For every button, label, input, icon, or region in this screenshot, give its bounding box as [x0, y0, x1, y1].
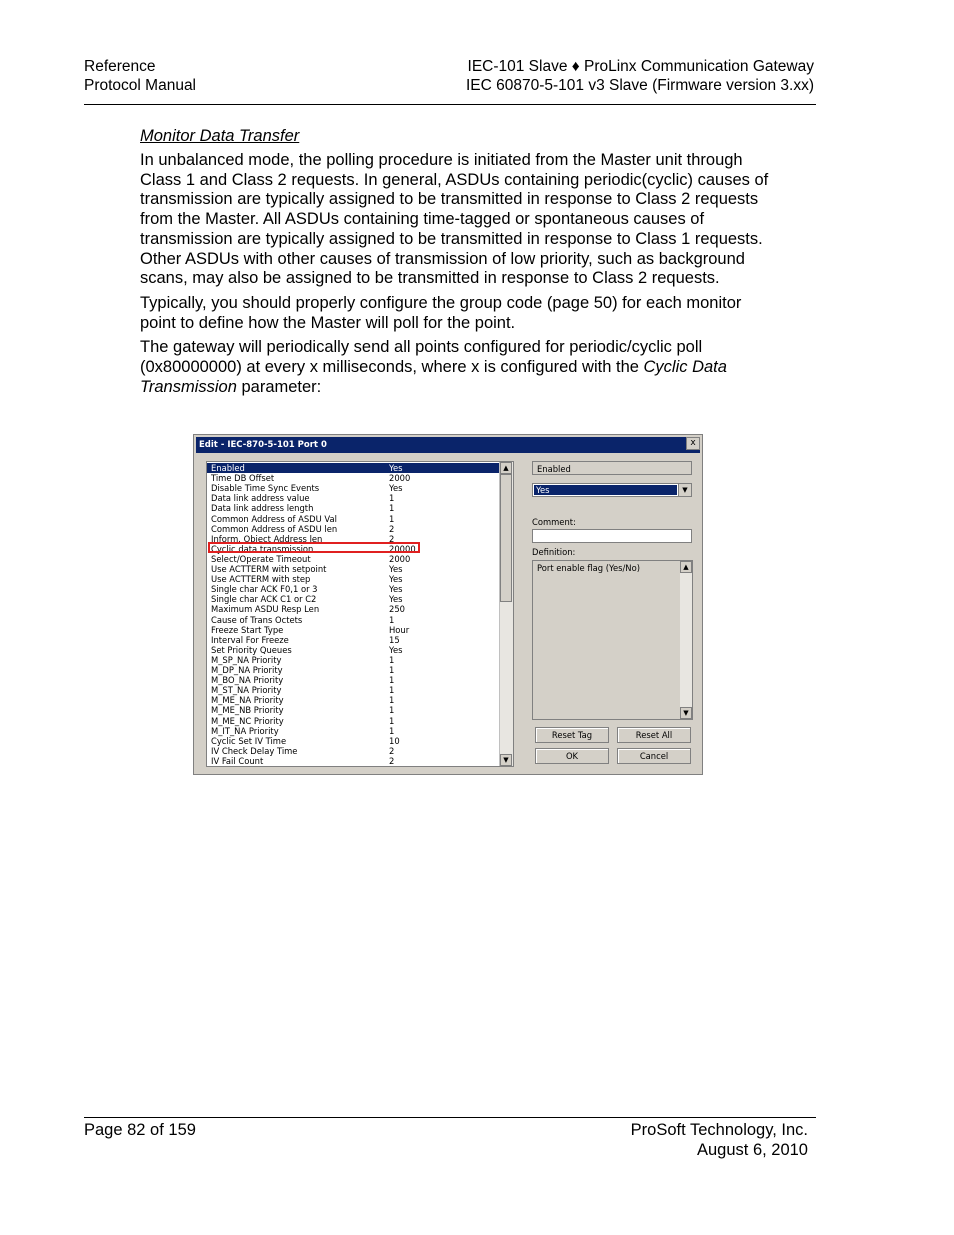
list-item[interactable] — [207, 574, 509, 584]
list-item-key: IV Fail Count — [211, 755, 264, 766]
paragraph-3-a: The gateway will periodically send all points configured for periodic/cyclic poll (0x80000000) at every x milliseconds, where x is configured with the — [140, 338, 703, 377]
list-item[interactable] — [207, 594, 509, 604]
list-item-key: Select/Operate Timeout — [211, 553, 311, 564]
close-button[interactable] — [686, 437, 700, 450]
list-item-value: 1 — [389, 705, 395, 716]
list-item[interactable] — [207, 463, 509, 473]
list-item-key: Use ACTTERM with step — [211, 574, 311, 585]
list-item-value: 1 — [389, 654, 395, 665]
list-item-value: Yes — [389, 574, 403, 585]
list-item-key: M_ST_NA Priority — [211, 685, 282, 696]
paragraph-3 — [140, 338, 780, 397]
list-item[interactable] — [207, 473, 509, 483]
list-scrollbar[interactable] — [499, 462, 513, 766]
list-item[interactable] — [207, 746, 509, 756]
header-product: IEC-101 Slave ♦ ProLinx Communication Gateway — [467, 58, 814, 75]
chevron-down-icon[interactable]: ▼ — [678, 484, 691, 496]
list-item-value: 2000 — [389, 553, 411, 564]
list-item-value: 250 — [389, 604, 405, 615]
footer-company: ProSoft Technology, Inc. — [630, 1121, 808, 1139]
header-firmware: IEC 60870-5-101 v3 Slave (Firmware version 3.xx) — [465, 77, 814, 94]
comment-label: Comment: — [532, 517, 576, 527]
list-item-value: 1 — [389, 715, 395, 726]
body-text — [140, 151, 780, 397]
list-item-key: Single char ACK C1 or C2 — [211, 594, 317, 605]
list-item-value: 20000 — [389, 543, 416, 554]
list-item-value: 15 — [389, 634, 400, 645]
cancel-button[interactable]: Cancel — [617, 748, 691, 764]
list-item-value: 1 — [389, 513, 395, 524]
list-item[interactable] — [207, 635, 509, 645]
list-item[interactable] — [207, 625, 509, 635]
scroll-thumb[interactable] — [500, 474, 512, 602]
list-item[interactable] — [207, 736, 509, 746]
list-item-value: 1 — [389, 665, 395, 675]
list-item[interactable] — [207, 726, 509, 736]
list-item[interactable] — [207, 675, 509, 685]
list-item-key: M_SP_NA Priority — [211, 654, 282, 665]
value-select-text: Yes — [534, 485, 677, 495]
list-item-value: 1 — [389, 725, 395, 736]
list-item-key: Common Address of ASDU len — [211, 523, 338, 534]
header-section: Reference — [84, 58, 156, 75]
highlight-box — [208, 542, 420, 553]
list-item[interactable] — [207, 584, 509, 594]
list-item-value: 1 — [389, 675, 395, 686]
list-item-value: 1 — [389, 503, 395, 514]
dialog-titlebar — [196, 437, 700, 453]
list-item-key: Interval For Freeze — [211, 634, 289, 645]
paragraph-2: Typically, you should properly configure the group code (page 50) for each monitor point to define how the Master will poll for the point. — [140, 293, 742, 332]
list-item[interactable] — [207, 524, 509, 534]
list-item-key: Disable Time Sync Events — [211, 483, 320, 494]
list-item-value: 1 — [389, 614, 395, 625]
list-item[interactable] — [207, 655, 509, 665]
list-item[interactable] — [207, 756, 509, 766]
section-title: Monitor Data Transfer — [140, 127, 300, 145]
scroll-down-icon[interactable]: ▼ — [500, 754, 512, 766]
list-item-key: M_IT_NA Priority — [211, 725, 279, 736]
ok-button[interactable]: OK — [535, 748, 609, 764]
list-item-key: M_ME_NA Priority — [211, 695, 284, 706]
footer-right — [631, 1120, 808, 1160]
list-item-value: 2 — [389, 755, 395, 766]
list-item[interactable] — [207, 695, 509, 705]
list-item-value: 1 — [389, 685, 395, 696]
header-rule — [84, 104, 816, 105]
list-item-value: Yes — [389, 644, 403, 655]
list-item[interactable] — [207, 503, 509, 513]
list-item[interactable] — [207, 483, 509, 493]
paragraph-3-b: parameter: — [236, 377, 322, 396]
list-item-key: Cause of Trans Octets — [211, 614, 303, 625]
list-item-value: Hour — [389, 624, 410, 635]
page-number: Page 82 of 159 — [84, 1121, 196, 1139]
list-item-value: Yes — [389, 564, 403, 574]
list-item-value: 2000 — [389, 473, 411, 484]
list-item[interactable] — [207, 554, 509, 564]
paragraph-3-emphasis: Cyclic Data Transmission — [140, 358, 727, 396]
list-item-value: 2 — [389, 533, 395, 544]
list-item-value: 2 — [389, 745, 395, 756]
list-item-value: Yes — [389, 483, 403, 494]
list-item-key: Data link address value — [211, 493, 310, 504]
list-item-key: IV Check Delay Time — [211, 745, 298, 756]
list-item-key: M_DP_NA Priority — [211, 665, 283, 675]
reset-all-button[interactable]: Reset All — [617, 727, 691, 743]
list-item-key: Maximum ASDU Resp Len — [211, 604, 320, 615]
definition-text: Port enable flag (Yes/No) — [537, 563, 640, 573]
footer-rule — [84, 1117, 816, 1118]
list-item-key: M_ME_NC Priority — [211, 715, 284, 726]
list-item[interactable] — [207, 705, 509, 715]
list-item-value: Yes — [389, 463, 403, 473]
list-item-key: Cyclic data transmission — [211, 543, 314, 554]
header-left — [84, 57, 196, 95]
dialog-title: Edit - IEC-870-5-101 Port 0 — [199, 440, 327, 450]
list-item-key: Data link address length — [211, 503, 314, 514]
list-item-value: Yes — [389, 584, 403, 595]
list-item-key: Freeze Start Type — [211, 624, 284, 635]
list-item[interactable] — [207, 645, 509, 655]
list-item[interactable] — [207, 564, 509, 574]
list-item-key: M_ME_NB Priority — [211, 705, 284, 716]
definition-box — [532, 560, 693, 720]
list-item[interactable] — [207, 665, 509, 675]
def-scroll-down-icon[interactable]: ▼ — [680, 707, 692, 719]
list-item-key: Enabled — [211, 463, 245, 473]
edit-dialog — [193, 434, 703, 775]
footer-date: August 6, 2010 — [696, 1141, 808, 1159]
list-item-value: 2 — [389, 523, 395, 534]
list-item-key: Single char ACK F0,1 or 3 — [211, 584, 318, 595]
list-item-key: Time DB Offset — [211, 473, 275, 484]
list-item-key: Common Address of ASDU Val — [211, 513, 337, 524]
list-item-value: 1 — [389, 493, 395, 504]
header-manual: Protocol Manual — [84, 77, 197, 94]
list-item-key: Use ACTTERM with setpoint — [211, 564, 327, 574]
list-item[interactable] — [207, 716, 509, 726]
close-icon: x — [690, 438, 696, 448]
scroll-up-icon[interactable]: ▲ — [500, 462, 512, 474]
def-scroll-up-icon[interactable]: ▲ — [680, 561, 692, 573]
list-item-key: Cyclic Set IV Time — [211, 735, 287, 746]
definition-label: Definition: — [532, 547, 576, 557]
list-item[interactable] — [207, 615, 509, 625]
list-item-value: 10 — [389, 735, 400, 746]
list-item-key: Set Priority Queues — [211, 644, 292, 655]
paragraph-1: In unbalanced mode, the polling procedure is initiated from the Master unit through Class 1 and Class 2 requests. In general, ASDUs containing periodic(cyclic) causes of transmission are typically assigned to be transmitted in response to Class 2 requests from the Master. All ASDUs containing time-tagged or spontaneous causes of transmission are typically assigned to be transmitted in response to Class 1 requests. Other ASDUs with other causes of transmission of low priority, such as background scans, may also be assigned to be transmitted in response to Class 2 requests. — [140, 151, 769, 288]
reset-tag-button[interactable]: Reset Tag — [535, 727, 609, 743]
list-item[interactable] — [207, 493, 509, 503]
list-item-value: 1 — [389, 695, 395, 706]
list-item-key: M_BO_NA Priority — [211, 675, 284, 686]
header-right — [466, 57, 814, 95]
list-item[interactable] — [207, 604, 509, 614]
list-item-value: Yes — [389, 594, 403, 605]
list-item-key: Inform. Object Address len — [211, 533, 323, 544]
list-item[interactable] — [207, 514, 509, 524]
comment-input[interactable] — [532, 529, 692, 543]
value-select[interactable] — [532, 483, 692, 497]
list-item[interactable] — [207, 685, 509, 695]
field-name-box: Enabled — [532, 461, 692, 475]
parameter-list[interactable] — [206, 461, 514, 767]
definition-scrollbar[interactable] — [680, 561, 692, 719]
